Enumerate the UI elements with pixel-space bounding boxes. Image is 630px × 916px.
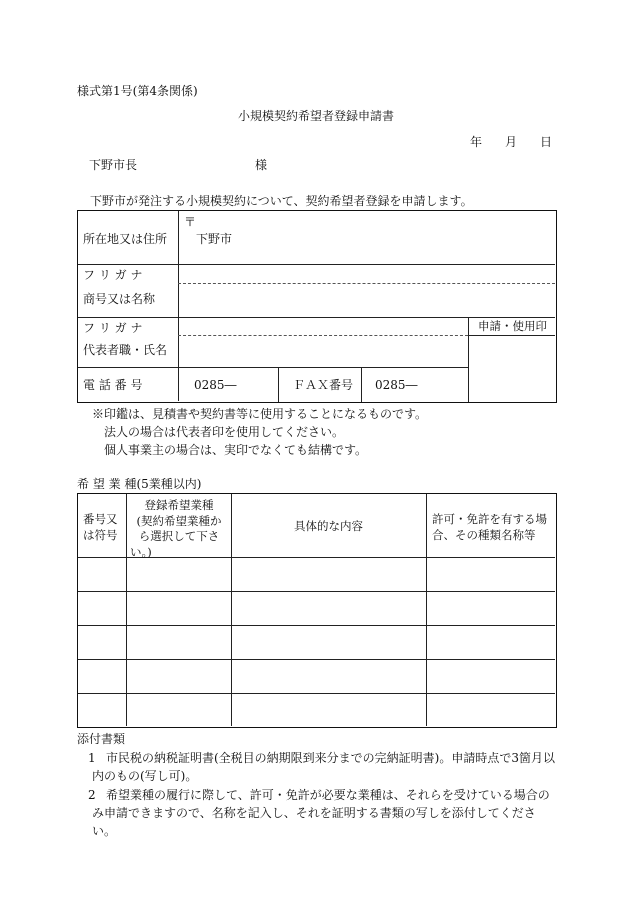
note-line-3: 個人事業主の場合は、実印でなくても結構です。 xyxy=(104,443,368,457)
fax-label: ＦＡＸ番号 xyxy=(293,378,354,392)
rep-furigana-label: フ リ ガ ナ xyxy=(83,321,143,335)
attachment-2-line-3: い。 xyxy=(92,824,117,838)
col-category-header: 登録希望業種 (契約希望業種か ら選択して下さ い。) xyxy=(130,498,222,559)
postal-mark: 〒 xyxy=(184,215,197,229)
attachment-1-line-1: 市民税の納税証明書(全税目の納期限到来分までの完納証明書)。申請時点で3箇月以 xyxy=(106,751,556,765)
attachment-2-number: 2 xyxy=(88,788,96,802)
attachment-2-line-1: 希望業種の履行に際して、許可・免許が必要な業種は、それらを受けている場合の xyxy=(106,788,550,802)
address-value[interactable]: 下野市 xyxy=(196,232,233,246)
page-title: 小規模契約希望者登録申請書 xyxy=(238,109,395,123)
rep-name-label: 代表者職・氏名 xyxy=(83,343,168,357)
attachment-1-number: 1 xyxy=(88,751,96,765)
attachment-2-line-2: み申請できますので、名称を記入し、それを証明する書類の写しを添付してくださ xyxy=(92,806,536,820)
registration-table xyxy=(77,210,557,403)
attachments-title: 添付書類 xyxy=(77,732,126,746)
addressee-suffix: 様 xyxy=(255,158,268,172)
fax-value[interactable]: 0285― xyxy=(375,378,418,392)
intro-text: 下野市が発注する小規模契約について、契約希望者登録を申請します。 xyxy=(90,194,473,208)
industry-table xyxy=(77,493,557,728)
col-number-header: 番号又 は符号 xyxy=(83,512,118,542)
note-line-1: ※印鑑は、見積書や契約書等に使用することになるものです。 xyxy=(92,407,428,421)
addressee-name: 下野市長 xyxy=(89,158,138,172)
company-furigana-label: フ リ ガ ナ xyxy=(83,268,143,282)
col-license-header: 許可・免許を有する場 合、その種類名称等 xyxy=(432,512,547,542)
date-day: 日 xyxy=(540,135,553,149)
industry-title: 希 望 業 種(5業種以内) xyxy=(77,477,202,491)
form-number: 様式第1号(第4条関係) xyxy=(77,84,198,98)
date-year: 年 xyxy=(470,135,483,149)
phone-value[interactable]: 0285― xyxy=(194,378,237,392)
address-label: 所在地又は住所 xyxy=(83,232,168,246)
company-name-label: 商号又は名称 xyxy=(83,292,156,306)
attachment-1-line-2: 内のもの(写し可)。 xyxy=(92,769,198,783)
seal-label: 申請・使用印 xyxy=(478,319,547,333)
note-line-2: 法人の場合は代表者印を使用してください。 xyxy=(104,425,345,439)
date-month: 月 xyxy=(505,135,518,149)
phone-label: 電 話 番 号 xyxy=(83,378,143,392)
col-content-header: 具体的な内容 xyxy=(294,519,363,533)
